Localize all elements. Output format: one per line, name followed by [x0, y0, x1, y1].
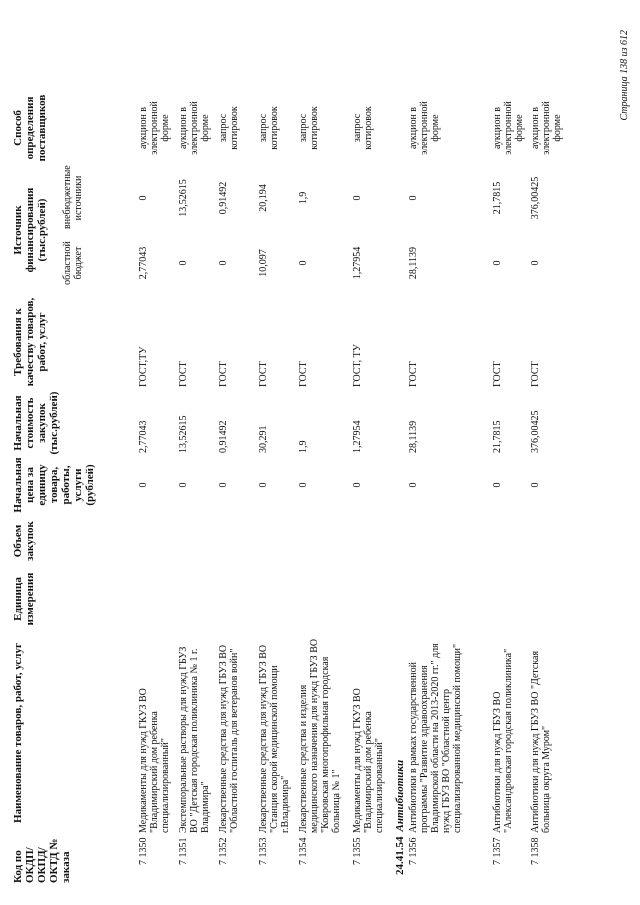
row-name: Антибиотики для нужд ГБУЗ ВО "Александровская городская поликлиника" — [492, 648, 514, 833]
section-code: 24.41.54 — [394, 836, 406, 875]
row-requirements: ГОСТ, ТУ — [352, 344, 363, 387]
row-requirements: ГОСТ — [258, 361, 269, 387]
row-code: 7 1352 — [218, 837, 229, 865]
row-code: 7 1357 — [492, 837, 503, 865]
row-budget: 0 — [492, 260, 503, 266]
row-cost: 2,77043 — [138, 420, 149, 453]
row-budget: 10,097 — [258, 249, 269, 277]
row-budget: 0 — [218, 260, 229, 266]
page-number: Страница 138 из 612 — [619, 30, 630, 121]
header-code: Код по ОКДП/ ОКПД/ ОКТД № заказа — [12, 838, 72, 883]
row-requirements: ГОСТ — [408, 361, 419, 387]
row-price: 0 — [492, 482, 503, 488]
row-name: Медикаменты для нужд ГКУЗ ВО "Владимирский дом ребенка специализированный" — [138, 688, 171, 833]
row-extrabudget: 0 — [408, 195, 419, 201]
header-requirements: Требования к качеству товаров, работ, услуг — [12, 297, 48, 387]
row-name: Лекарственные средства для нужд ГБУЗ ВО "Станция скорой медицинской помощи г.Владимира" — [258, 644, 291, 833]
row-requirements: ГОСТ — [530, 361, 541, 387]
row-cost: 1,27954 — [352, 420, 363, 453]
row-name: Антибиотики в рамках государственной программы "Развитие здравоохранения Владимирской области на 2013-2020 гг." для нужд ГБУЗ ВО "Областной центр специализированной медицинской помощи" — [408, 643, 463, 833]
row-extrabudget: 376,00425 — [530, 176, 541, 220]
header-funding: Источник финансирования (тыс.рублей) — [12, 187, 48, 273]
row-budget: 2,77043 — [138, 246, 149, 280]
header-method: Способ определения поставщиков — [12, 94, 48, 162]
row-price: 0 — [218, 482, 229, 488]
row-method: запрос котировок — [258, 106, 280, 150]
row-code: 7 1351 — [178, 837, 189, 865]
row-budget: 28,1139 — [408, 246, 419, 280]
section-heading — [394, 760, 406, 875]
row-name: Лекарственные средства и изделия медицинского назначения для нужд ГБУЗ ВО "Ковровская многопрофильная городская больница № 1" — [298, 638, 342, 833]
header-name: Наименование товаров, работ, услуг — [12, 643, 24, 823]
row-budget: 0 — [178, 260, 189, 266]
row-code: 7 1355 — [352, 837, 363, 865]
row-name: Антибиотики для нужд ГБУЗ ВО "Детская больница округа Муром" — [530, 650, 552, 833]
row-method: запрос котировок — [298, 106, 320, 150]
row-price: 0 — [530, 482, 541, 488]
row-code: 7 1353 — [258, 837, 269, 865]
header-total-cost: Начальная стоимость закупок (тыс.рублей) — [12, 391, 60, 455]
row-budget: 0 — [298, 260, 309, 266]
row-code: 7 1356 — [408, 837, 419, 865]
row-code: 7 1350 — [138, 837, 149, 865]
row-name: Лекарственные средства для нужд ГБУЗ ВО "Областной госпиталь для ветеранов войн" — [218, 644, 240, 833]
row-name: Медикаменты для нужд ГКУЗ ВО "Владимирский дом ребенка специализированный" — [352, 688, 385, 833]
row-requirements: ГОСТ,ТУ — [138, 346, 149, 387]
row-cost: 13,52615 — [178, 415, 189, 453]
row-extrabudget: 21,7815 — [492, 181, 503, 215]
row-name: Экстемпоральные растворы для нужд ГБУЗ ВО "Детская городская поликлиника № 1 г. Владимира" — [178, 646, 211, 833]
row-extrabudget: 13,52615 — [178, 179, 189, 217]
header-extrabudget: внебюджетные источники — [62, 165, 84, 229]
row-requirements: ГОСТ — [218, 361, 229, 387]
row-cost: 1,9 — [298, 440, 309, 453]
row-requirements: ГОСТ — [298, 361, 309, 387]
row-price: 0 — [298, 482, 309, 488]
row-requirements: ГОСТ — [178, 361, 189, 387]
row-price: 0 — [258, 482, 269, 488]
row-cost: 376,00425 — [530, 410, 541, 453]
row-method: запрос котировок — [218, 106, 240, 150]
row-cost: 30,291 — [258, 425, 269, 453]
row-budget: 0 — [530, 260, 541, 266]
row-method: запрос котировок — [352, 106, 374, 150]
row-method: аукцион в электронной форме — [492, 101, 525, 155]
header-regional-budget: областной бюджет — [62, 241, 84, 285]
row-cost: 28,1139 — [408, 420, 419, 453]
row-price: 0 — [178, 482, 189, 488]
row-extrabudget: 20,194 — [258, 184, 269, 212]
row-method: аукцион в электронной форме — [138, 101, 171, 155]
header-unit-price: Начальная цена за единицу товара, работы, услуги (рублей) — [12, 457, 96, 513]
header-volume: Объем закупок — [12, 521, 36, 561]
section-title: Антибиотики — [394, 759, 406, 832]
row-requirements: ГОСТ — [492, 361, 503, 387]
row-extrabudget: 0 — [138, 195, 149, 201]
header-unit: Единица измерения — [12, 572, 36, 626]
row-price: 0 — [352, 482, 363, 488]
row-method: аукцион в электронной форме — [530, 101, 563, 155]
row-extrabudget: 1,9 — [298, 191, 309, 205]
row-price: 0 — [138, 482, 149, 488]
row-method: аукцион в электронной форме — [408, 101, 441, 155]
row-budget: 1,27954 — [352, 246, 363, 280]
row-cost: 21,7815 — [492, 420, 503, 453]
row-extrabudget: 0 — [352, 195, 363, 201]
row-price: 0 — [408, 482, 419, 488]
row-code: 7 1358 — [530, 837, 541, 865]
row-extrabudget: 0,91492 — [218, 181, 229, 215]
row-cost: 0,91492 — [218, 420, 229, 453]
row-method: аукцион в электронной форме — [178, 101, 211, 155]
row-code: 7 1354 — [298, 837, 309, 865]
